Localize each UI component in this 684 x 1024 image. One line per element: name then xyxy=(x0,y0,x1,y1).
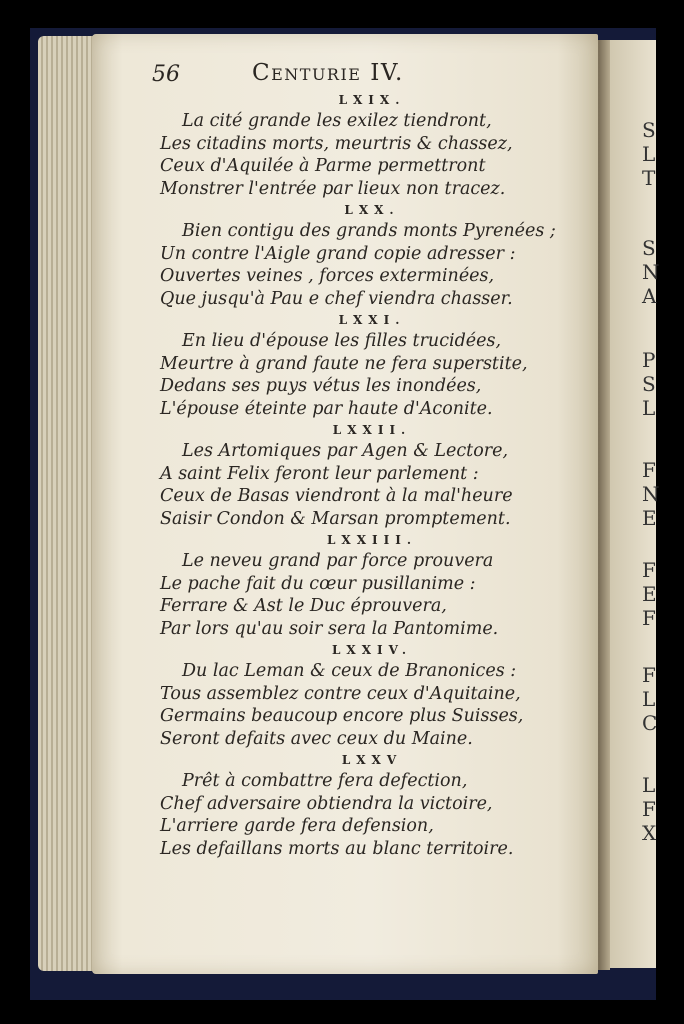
verse-line: Dedans ses puys vétus les inondées, xyxy=(160,376,482,396)
verse-line: Prêt à combattre fera defection, xyxy=(182,771,468,791)
facing-page-letter: S xyxy=(642,372,656,396)
verse-line: Meurtre à grand faute ne fera superstite, xyxy=(160,353,528,374)
verse-line: Les citadins morts, meurtris & chassez, xyxy=(160,133,513,154)
verse-line: Les Artomiques par Agen & Lectore, xyxy=(182,441,509,461)
quatrain xyxy=(152,530,582,640)
facing-page-letter: E xyxy=(642,582,657,606)
verse-line: Ouvertes veines , forces exterminées, xyxy=(160,266,495,286)
quatrain-number: LXXV xyxy=(341,753,403,767)
running-title: Centurie IV. xyxy=(252,60,404,86)
facing-page-letter: E xyxy=(642,506,657,530)
facing-page-letter: X xyxy=(642,821,657,845)
quatrain xyxy=(152,750,582,860)
quatrain-number: LXX. xyxy=(344,203,400,217)
quatrain-list xyxy=(152,90,582,860)
page-number: 56 xyxy=(152,62,180,87)
facing-page-letter: C xyxy=(642,711,658,735)
facing-page-letter: F xyxy=(642,797,656,821)
facing-page-letter: A xyxy=(642,284,657,308)
facing-page-letter: T xyxy=(642,166,656,190)
facing-page-letter: F xyxy=(642,458,656,482)
verse-line: Chef adversaire obtiendra la victoire, xyxy=(160,793,493,814)
verse-line: Seront defaits avec ceux du Maine. xyxy=(160,728,473,749)
verse-line: L'épouse éteinte par haute d'Aconite. xyxy=(160,398,493,419)
verse-line: Le neveu grand par force prouvera xyxy=(182,551,494,571)
facing-page-letter: L xyxy=(642,687,656,711)
verse-line: Un contre l'Aigle grand copie adresser : xyxy=(160,243,516,264)
verse-line: Par lors qu'au soir sera la Pantomime. xyxy=(160,618,499,639)
facing-page-letter: F xyxy=(642,606,656,630)
facing-page-letter: L xyxy=(642,142,656,166)
verse-line: Germains beaucoup encore plus Suisses, xyxy=(160,706,524,726)
facing-page-letter: F xyxy=(642,663,656,687)
quatrain-number: LXIX. xyxy=(338,93,406,107)
verse-line: Le pache fait du cœur pusillanime : xyxy=(160,573,476,594)
verse-line: L'arriere garde fera defension, xyxy=(160,816,434,836)
quatrain-number: LXXII. xyxy=(332,423,412,437)
verse-line: Les defaillans morts au blanc territoire. xyxy=(160,838,514,859)
quatrain-number: LXXIII. xyxy=(326,533,418,547)
facing-page-letter: S xyxy=(642,236,656,260)
quatrain xyxy=(152,90,582,200)
verse-line: En lieu d'épouse les filles trucidées, xyxy=(182,331,502,351)
verse-line: A saint Felix feront leur parlement : xyxy=(160,463,479,484)
quatrain xyxy=(152,420,582,530)
verse-line: Ferrare & Ast le Duc éprouvera, xyxy=(160,596,447,616)
verse-line: Que jusqu'à Pau e chef viendra chasser. xyxy=(160,288,513,309)
verse-line: Ceux de Basas viendront à la mal'heure xyxy=(160,486,513,506)
quatrain xyxy=(152,640,582,750)
facing-page-letter: F xyxy=(642,558,656,582)
quatrain xyxy=(152,310,582,420)
quatrain-number: LXXI. xyxy=(338,313,406,327)
facing-page-letter: N xyxy=(642,482,660,506)
page-text xyxy=(152,58,582,860)
facing-page-letter: L xyxy=(642,396,656,420)
quatrain-number: LXXIV. xyxy=(331,643,413,657)
verse-line: Tous assemblez contre ceux d'Aquitaine, xyxy=(160,683,521,704)
verse-line: Saisir Condon & Marsan promptement. xyxy=(160,508,511,529)
verse-line: Du lac Leman & ceux de Branonices : xyxy=(182,661,517,681)
verse-line: Bien contigu des grands monts Pyrenées ; xyxy=(182,221,556,241)
facing-page-letter: N xyxy=(642,260,660,284)
facing-page-letter: S xyxy=(642,118,656,142)
quatrain xyxy=(152,200,582,310)
verse-line: La cité grande les exilez tiendront, xyxy=(182,111,492,131)
facing-page-letter: L xyxy=(642,773,656,797)
page-header xyxy=(152,58,582,90)
facing-page-letter: P xyxy=(642,348,656,372)
verse-line: Ceux d'Aquilée à Parme permettront xyxy=(160,156,486,176)
verse-line: Monstrer l'entrée par lieux non tracez. xyxy=(160,178,506,199)
